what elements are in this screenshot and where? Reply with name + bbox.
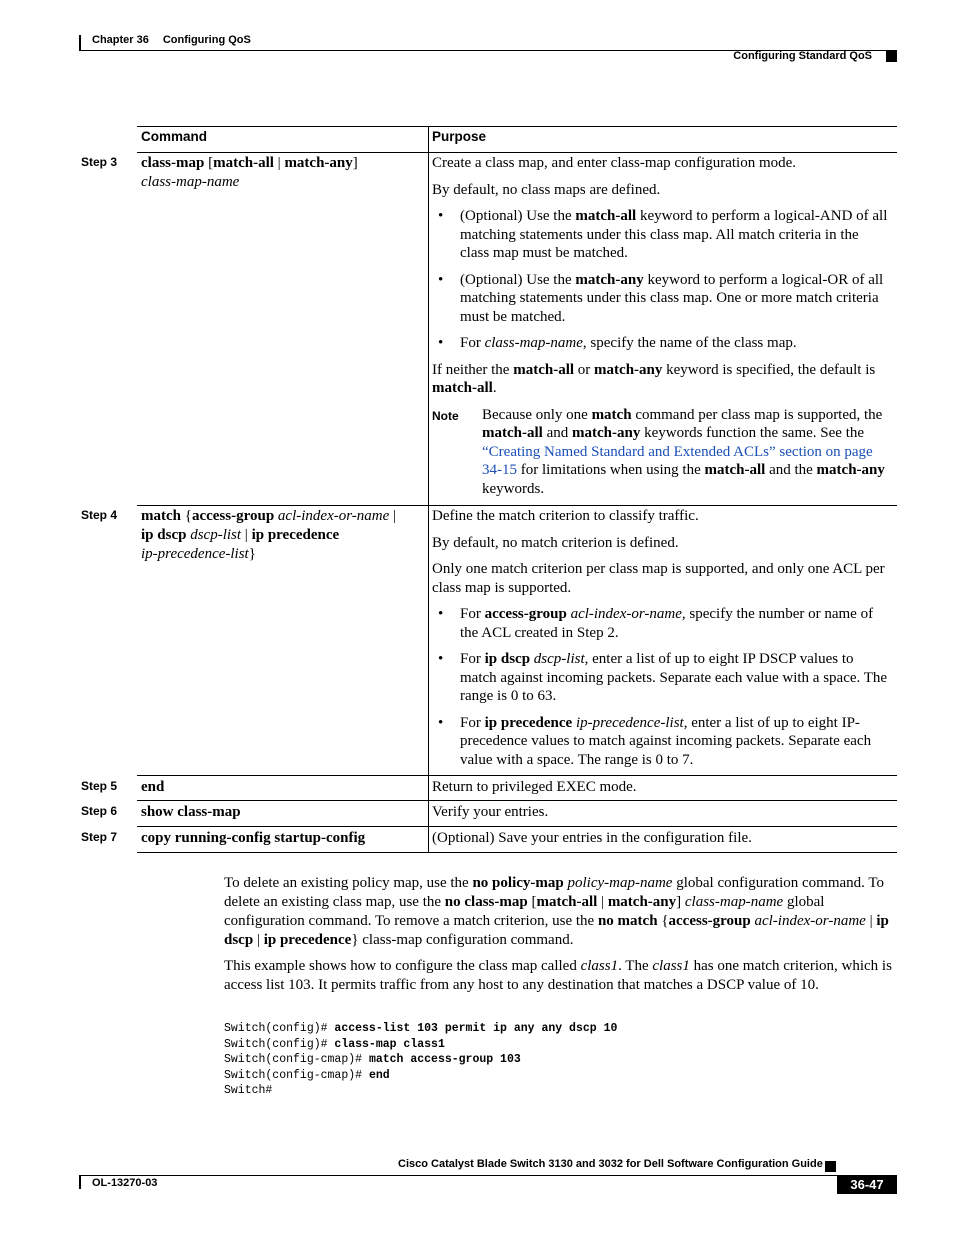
paragraph	[224, 957, 894, 995]
purpose-text	[432, 361, 890, 398]
cmd-keyword: match-any	[284, 155, 353, 171]
note-block	[432, 406, 890, 499]
footer-title: Cisco Catalyst Blade Switch 3130 and 3032 for Dell Software Configuration Guide	[398, 1158, 823, 1170]
paragraph	[224, 874, 894, 950]
purpose-list	[432, 207, 890, 353]
code-prompt: Switch#	[224, 1084, 273, 1097]
code-command: access-list 103 permit ip any any dscp 10	[334, 1022, 618, 1035]
argument: class1	[652, 958, 690, 974]
code-line	[224, 1053, 521, 1066]
cmd-keyword: ip dscp	[141, 527, 187, 543]
cmd-argument: class-map-name	[141, 174, 240, 190]
chapter-heading	[92, 34, 265, 46]
text: command per class map is supported, the	[631, 406, 883, 423]
keyword: no match	[597, 913, 658, 929]
text: , enter a list of up to eight IP-precedence values to match against incoming packets. Separate each value with a space. The range is 0 to 7.	[460, 714, 872, 768]
list-item	[432, 207, 890, 263]
chapter-label: Chapter 36	[92, 34, 149, 46]
keyword: match	[591, 406, 632, 423]
cmd-bracket: {	[181, 508, 192, 524]
cmd-keyword: show class-map	[141, 804, 241, 820]
keyword: no class-map	[444, 894, 528, 910]
document-id: OL-13270-03	[92, 1177, 158, 1189]
code-prompt: Switch(config-cmap)#	[224, 1053, 369, 1066]
footer-rule	[79, 1175, 897, 1176]
column-header-command: Command	[141, 129, 208, 144]
table-top-rule	[137, 126, 897, 127]
text: or	[574, 361, 595, 378]
text: and the	[765, 462, 817, 478]
keyword: access-group	[668, 913, 751, 929]
cmd-keyword: match-all	[213, 155, 274, 171]
keyword: match-all	[536, 894, 598, 910]
table-column-divider	[428, 126, 429, 853]
step4-purpose	[432, 507, 890, 777]
step6-command	[141, 803, 426, 822]
step6-purpose: Verify your entries.	[432, 804, 549, 820]
argument: class-map-name	[684, 894, 784, 910]
step-label: Step 3	[81, 155, 118, 169]
cmd-bracket: }	[248, 546, 256, 562]
text: For	[460, 606, 485, 622]
cmd-separator: |	[389, 508, 397, 524]
argument: ip-precedence-list	[572, 714, 684, 731]
argument: class1	[580, 958, 619, 974]
text: for limitations when using the	[517, 462, 705, 478]
cmd-keyword: end	[141, 779, 165, 795]
text: , enter a list of up to eight IP DSCP values to match against incoming packets. Separate each value with a space. The range is 0 to 63.	[460, 651, 888, 704]
section-title: Configuring Standard QoS	[733, 50, 872, 62]
cmd-keyword: class-map	[141, 155, 205, 171]
step-label: Step 6	[81, 804, 118, 818]
step4-command	[141, 507, 426, 564]
text: If neither the	[432, 361, 514, 378]
cmd-keyword: match	[141, 508, 181, 524]
text: keyword to perform a logical-AND of all matching statements under this class map. All match criteria in the class map must be matched.	[460, 208, 888, 261]
column-header-purpose: Purpose	[432, 129, 487, 144]
text: |	[597, 894, 608, 910]
list-item	[432, 605, 890, 642]
step3-purpose	[432, 154, 890, 498]
text: [	[527, 894, 537, 910]
purpose-text: Define the match criterion to classify traffic.	[432, 508, 699, 524]
text: (Optional) Use the	[460, 271, 576, 288]
text: keywords function the same. See the	[640, 425, 865, 441]
code-command: class-map class1	[334, 1037, 445, 1051]
keyword: match-any	[594, 361, 663, 378]
purpose-list	[432, 605, 890, 769]
text: global configuration command. To remove a match criterion, use the	[224, 894, 825, 929]
step-label: Step 5	[81, 779, 118, 793]
keyword: match-all	[575, 208, 637, 224]
chapter-title: Configuring QoS	[162, 34, 251, 46]
code-line	[224, 1038, 445, 1051]
page-number: 36-47	[837, 1175, 897, 1194]
keyword: ip precedence	[484, 714, 573, 731]
purpose-text: By default, no class maps are defined.	[432, 181, 661, 198]
step-label: Step 7	[81, 830, 118, 844]
cmd-separator: |	[277, 155, 281, 171]
text: keyword is specified, the default is	[662, 361, 876, 378]
keyword: access-group	[484, 606, 567, 622]
cmd-argument: ip-precedence-list	[141, 546, 249, 562]
table-header-rule	[137, 152, 897, 153]
step5-purpose: Return to privileged EXEC mode.	[432, 779, 637, 795]
cmd-keyword: ip precedence	[251, 527, 340, 543]
list-item	[432, 650, 890, 706]
text: .	[492, 380, 497, 396]
text: |	[865, 913, 877, 929]
code-line	[224, 1022, 617, 1035]
argument: acl-index-or-name	[750, 913, 866, 929]
text: has one match criterion, which is access list 103. It permits traffic from any host to any destination that matches a DSCP value of 10.	[224, 958, 892, 993]
cmd-separator: |	[241, 527, 252, 543]
keyword: match-all	[704, 462, 766, 478]
header-rule-left	[79, 35, 81, 50]
step-label: Step 4	[81, 508, 118, 522]
list-item	[432, 334, 890, 353]
argument: class-map-name	[484, 335, 583, 351]
cmd-argument: dscp-list	[186, 527, 242, 543]
argument: acl-index-or-name,	[566, 606, 686, 622]
cmd-argument: acl-index-or-name	[274, 508, 390, 524]
table-bottom-rule	[137, 852, 897, 853]
text: This example shows how to configure the class map called	[224, 958, 581, 974]
cmd-keyword: access-group	[191, 508, 275, 524]
code-line	[224, 1069, 390, 1082]
step7-purpose: (Optional) Save your entries in the configuration file.	[432, 830, 752, 846]
keyword: ip dscp	[224, 913, 889, 948]
cmd-bracket: ]	[352, 155, 358, 171]
argument: dscp-list	[530, 651, 585, 667]
text: {	[657, 913, 669, 929]
purpose-text: By default, no match criterion is defined.	[432, 534, 679, 551]
text: keywords.	[482, 480, 545, 497]
note-label: Note	[432, 408, 459, 423]
text: and	[542, 425, 572, 441]
text: For	[460, 335, 485, 351]
code-example	[224, 1021, 617, 1099]
cross-reference-link[interactable]: “Creating Named Standard and Extended ACLs” section on page 34-15	[482, 443, 873, 478]
cmd-bracket: [	[208, 155, 214, 171]
keyword: match-any	[572, 425, 641, 441]
cmd-keyword: copy running-config startup-config	[141, 830, 366, 846]
code-command: match access-group 103	[368, 1053, 521, 1066]
keyword: match-any	[607, 894, 677, 910]
text: For	[460, 714, 485, 731]
argument: policy-map-name	[563, 875, 673, 891]
text: . The	[618, 958, 653, 974]
keyword: match-all	[482, 425, 543, 441]
keyword: match-any	[575, 271, 644, 288]
code-line	[224, 1084, 272, 1097]
code-prompt: Switch(config-cmap)#	[224, 1068, 369, 1082]
header-marker	[886, 51, 897, 62]
text: global configuration command. To delete an existing class map, use the	[224, 875, 884, 910]
text: (Optional) Use the	[460, 208, 576, 224]
text: , specify the name of the class map.	[582, 335, 797, 351]
code-command: end	[368, 1068, 390, 1082]
body-text	[224, 874, 894, 1002]
text: For	[460, 651, 485, 667]
purpose-text: Create a class map, and enter class-map configuration mode.	[432, 155, 797, 171]
step7-command	[141, 829, 426, 848]
keyword: ip dscp	[484, 651, 531, 667]
text: specify the number or name of the ACL created in Step 2.	[460, 606, 874, 641]
list-item	[432, 271, 890, 327]
step5-command	[141, 778, 426, 797]
text: ]	[676, 894, 685, 910]
table-row-rule	[137, 505, 897, 506]
step3-command	[141, 154, 426, 192]
text: } class-map configuration command.	[351, 932, 574, 948]
code-prompt: Switch(config)#	[224, 1022, 335, 1035]
code-prompt: Switch(config)#	[224, 1037, 335, 1051]
table-row-rule	[137, 826, 897, 827]
footer-rule-left	[79, 1175, 81, 1189]
keyword: match-all	[513, 361, 575, 378]
purpose-text: Only one match criterion per class map is supported, and only one ACL per class map is supported.	[432, 561, 885, 596]
text: |	[253, 932, 264, 948]
text: Because only one	[482, 406, 592, 423]
keyword: match-all	[432, 380, 493, 396]
footer-marker	[825, 1161, 836, 1172]
text: keyword to perform a logical-OR of all matching statements under this class map. One or more match criteria must be matched.	[460, 271, 884, 325]
text: To delete an existing policy map, use the	[224, 875, 473, 891]
table-row-rule	[137, 800, 897, 801]
keyword: match-any	[816, 462, 885, 478]
list-item	[432, 714, 890, 770]
keyword: no policy-map	[472, 875, 564, 891]
keyword: ip precedence	[263, 932, 352, 948]
